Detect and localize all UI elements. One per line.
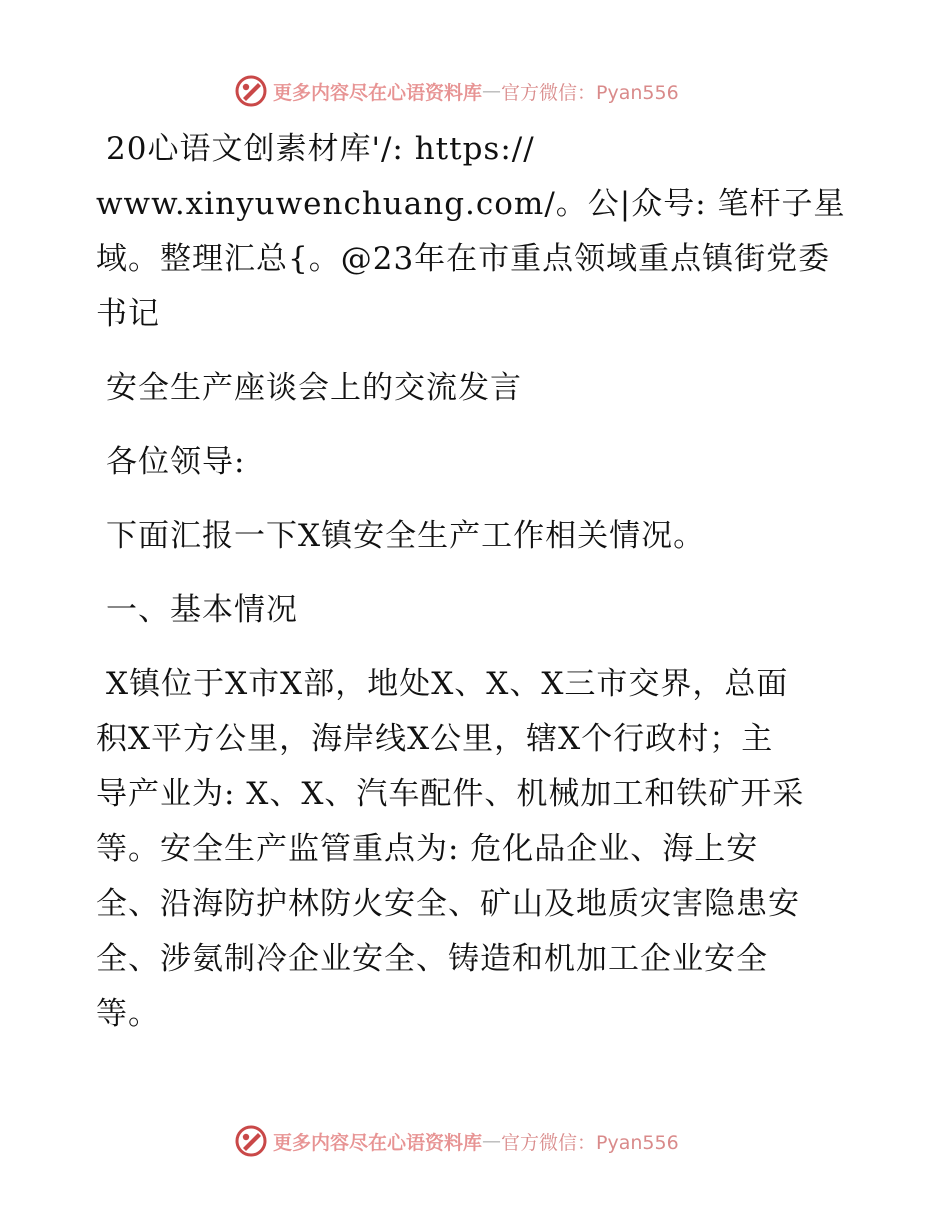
intro-line: 域。整理汇总{。@23年在市重点领域重点镇街党委 xyxy=(96,241,831,277)
opening-paragraph: 下面汇报一下X镇安全生产工作相关情况。 xyxy=(106,518,706,554)
body-line: 等。安全生产监管重点为: 危化品企业、海上安 xyxy=(96,831,759,867)
body-line: 积X平方公里，海岸线X公里，辖X个行政村；主 xyxy=(96,721,774,757)
intro-line: 书记 xyxy=(96,296,160,332)
watermark-wechat: 官方微信：Pyan556 xyxy=(501,1131,679,1154)
document-title: 安全生产座谈会上的交流发言 xyxy=(106,370,522,406)
watermark-separator: — xyxy=(482,1130,502,1152)
section-heading: 一、基本情况 xyxy=(106,592,298,628)
watermark-wechat: 官方微信：Pyan556 xyxy=(501,81,679,104)
intro-line: www.xinyuwenchuang.com/。公|众号: 笔杆子星 xyxy=(96,186,846,222)
salutation: 各位领导: xyxy=(106,444,246,480)
body-line: 全、涉氨制冷企业安全、铸造和机加工企业安全 xyxy=(96,941,768,977)
brand-logo-icon xyxy=(234,1124,268,1158)
watermark-text: 更多内容尽在心语资料库 xyxy=(273,81,483,104)
body-line: 全、沿海防护林防火安全、矿山及地质灾害隐患安 xyxy=(96,886,800,922)
brand-logo-icon xyxy=(234,74,268,108)
document-body xyxy=(96,122,866,1042)
watermark-text: 更多内容尽在心语资料库 xyxy=(273,1131,483,1154)
body-line: X镇位于X市X部，地处X、X、X三市交界，总面 xyxy=(106,666,789,702)
intro-line: 20心语文创素材库'/: https:// xyxy=(106,131,535,167)
footer-watermark xyxy=(234,1121,679,1161)
body-line: 导产业为: X、X、汽车配件、机械加工和铁矿开采 xyxy=(96,776,805,812)
watermark-separator: — xyxy=(482,80,502,102)
body-line: 等。 xyxy=(96,996,160,1032)
header-watermark xyxy=(234,71,679,111)
